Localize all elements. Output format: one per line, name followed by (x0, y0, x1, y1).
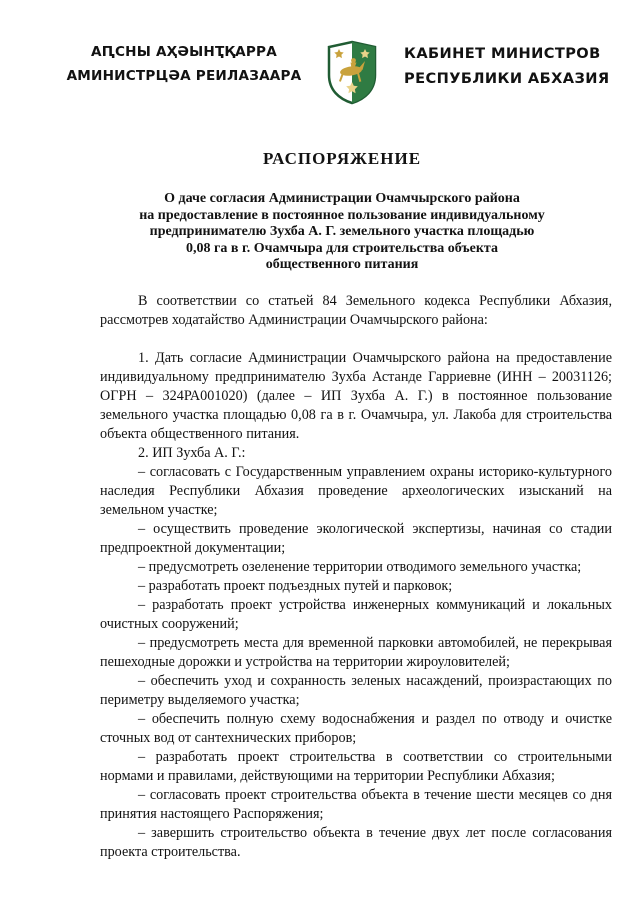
paragraph-item-1: 1. Дать согласие Администрации Очамчырского района на предоставление индивидуальному предпринимателю Зухба Астанде Гарриевне (ИНН – 20031126; ОГРН – 324РА001020) (далее – ИП Зухба А. Г.) в постоянное пользование земельного участка площадью 0,08 га в г. Очамчыра, ул. Лакоба для строительства объекта общественного питания. (100, 349, 612, 442)
paragraph-dash-item: – предусмотреть места для временной парковки автомобилей, не перекрывая пешеходные дорожки и устройства на территории жироуловителей; (100, 634, 612, 670)
subject-line: предпринимателю Зухба А. Г. земельного участка площадью (149, 224, 535, 239)
org-name-russian-line2: РЕСПУБЛИКИ АБХАЗИЯ (404, 70, 610, 87)
paragraph-dash-item: – разработать проект устройства инженерных коммуникаций и локальных очистных сооружений; (100, 596, 612, 632)
org-name-abkhaz-line2: АМИНИСТРЦӘА РЕИЛАЗААРА (66, 68, 302, 84)
coat-of-arms-icon (326, 40, 378, 106)
subject-line: на предоставление в постоянное пользование индивидуальному (139, 207, 545, 223)
paragraph-dash-item: – обеспечить уход и сохранность зеленых насаждений, произрастающих по периметру выделяемого участка; (100, 672, 612, 708)
paragraph-dash-item: – разработать проект подъездных путей и парковок; (138, 577, 453, 594)
org-name-abkhaz (56, 40, 312, 88)
paragraph-dash-item: – завершить строительство объекта в течение двух лет после согласования проекта строительства. (100, 824, 612, 860)
org-name-russian (404, 40, 610, 91)
org-name-abkhaz-line1: АԤСНЫ АҲӘЫНҬҚАРРА (91, 44, 277, 60)
paragraph-dash-item: – разработать проект строительства в соответствии со строительными нормами и правилами, действующими на территории Республики Абхазия; (100, 748, 612, 784)
paragraph-dash-item: – согласовать с Государственным управлением охраны историко-культурного наследия Республики Абхазия проведение археологических изысканий на земельном участке; (100, 463, 612, 518)
paragraph-dash-item: – согласовать проект строительства объекта в течение шести месяцев со дня принятия настоящего Распоряжения; (100, 786, 612, 822)
subject-line: 0,08 га в г. Очамчыра для строительства объекта (186, 240, 498, 256)
paragraph-dash-item: – обеспечить полную схему водоснабжения и раздел по отводу и очистке сточных вод от сантехнических приборов; (100, 710, 612, 746)
document-header (0, 0, 640, 111)
paragraph-item-2: 2. ИП Зухба А. Г.: (138, 444, 246, 461)
document-body (0, 274, 640, 862)
document-subject (0, 191, 640, 274)
org-name-russian-line1: КАБИНЕТ МИНИСТРОВ (404, 45, 601, 62)
paragraph-intro: В соответствии со статьей 84 Земельного кодекса Республики Абхазия, рассмотрев ходатайство Администрации Очамчырского района: (100, 292, 612, 328)
coat-of-arms-emblem (326, 40, 378, 111)
subject-line: О даче согласия Администрации Очамчырского района (164, 191, 520, 206)
paragraph-dash-item: – предусмотреть озеленение территории отводимого земельного участка; (138, 558, 582, 575)
document-title: РАСПОРЯЖЕНИЕ (262, 149, 422, 168)
subject-line: общественного питания (265, 257, 419, 272)
paragraph-dash-item: – осуществить проведение экологической экспертизы, начиная со стадии предпроектной документации; (100, 520, 612, 556)
